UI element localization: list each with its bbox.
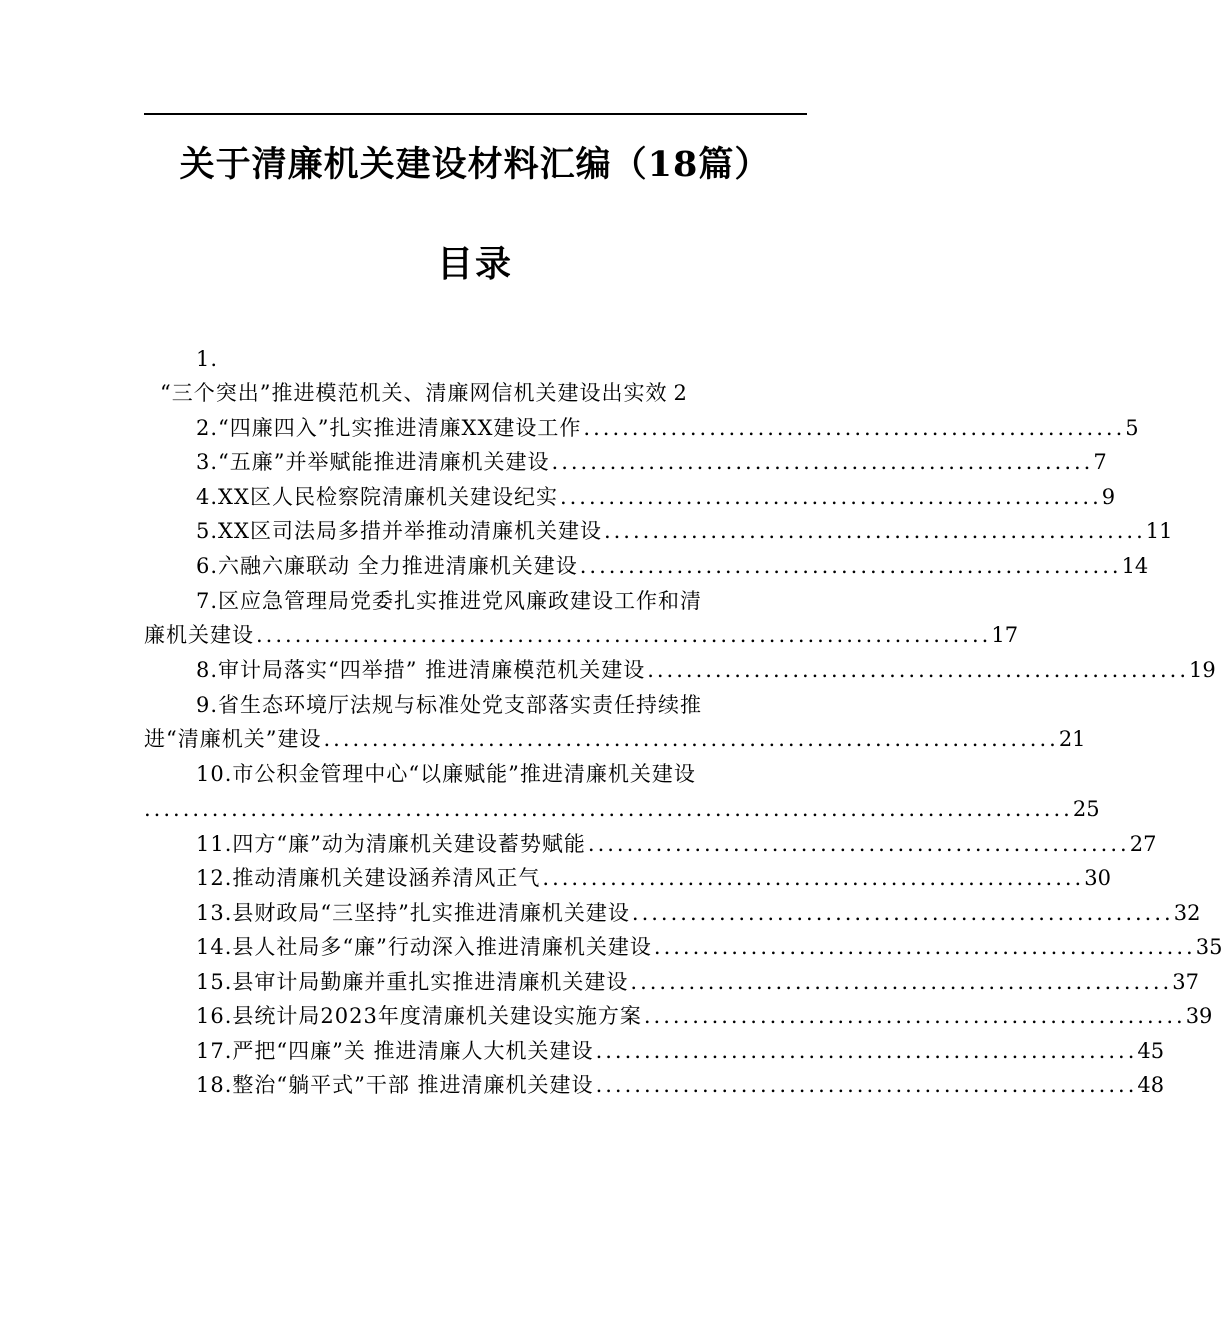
toc-leader-dots: ........................................................: [583, 416, 1126, 440]
toc-entry-page: 17: [991, 623, 1019, 647]
toc-entry-page: 19: [1189, 658, 1216, 682]
toc-leader-dots: ............................................................................: [323, 727, 1059, 751]
toc-entry-5[interactable]: [196, 514, 1173, 548]
toc-entry-10-line2[interactable]: [144, 792, 1100, 826]
toc-entry-title: 整治“躺平式”干部 推进清廉机关建设: [232, 1073, 594, 1097]
toc-leader-dots: ........................................................: [647, 658, 1190, 682]
toc-entry-1[interactable]: [160, 376, 807, 410]
toc-entry-9-line1[interactable]: [196, 688, 702, 722]
toc-entry-11[interactable]: [196, 827, 1157, 861]
toc-entry-number: 12.: [196, 866, 233, 890]
toc-entry-title: 市公积金管理中心“以廉赋能”推进清廉机关建设: [232, 762, 696, 786]
toc-leader-dots: ........................................................: [579, 554, 1122, 578]
toc-leader-dots: ........................................................: [595, 1073, 1138, 1097]
toc-leader-dots: ........................................................: [542, 866, 1085, 890]
toc-leader-dots: ........................................................: [653, 935, 1196, 959]
toc-entry-title-line1: 区应急管理局党委扎实推进党风廉政建设工作和清: [218, 589, 703, 613]
toc-entry-title: 审计局落实“四举措” 推进清廉模范机关建设: [218, 658, 646, 682]
toc-entry-number: 10.: [196, 762, 233, 786]
toc-entry-16[interactable]: [196, 999, 1213, 1033]
toc-entry-page: 9: [1101, 485, 1116, 509]
toc-heading: 目录: [436, 243, 513, 285]
toc-leader-dots: ........................................................: [603, 519, 1146, 543]
toc-entry-number: 5.: [196, 519, 219, 543]
toc-entry-title: “三个突出”推进模范机关、清廉网信机关建设出实效: [160, 381, 668, 405]
toc-entry-17[interactable]: [196, 1034, 1165, 1068]
toc-entry-number: 4.: [196, 485, 219, 509]
toc-entry-title: “四廉四入”扎实推进清廉XX建设工作: [218, 416, 582, 440]
toc-entry-14[interactable]: [196, 930, 1222, 964]
toc-leader-dots: ........................................................: [630, 970, 1173, 994]
toc-entry-12[interactable]: [196, 861, 1111, 895]
toc-leader-dots: ................................................................................................: [144, 797, 1073, 821]
toc-entry-15[interactable]: [196, 965, 1199, 999]
toc-entry-3[interactable]: [196, 445, 1107, 479]
toc-entry-4[interactable]: [196, 480, 1116, 514]
toc-leader-dots: ........................................................: [643, 1004, 1186, 1028]
toc-entry-title: XX区司法局多措并举推动清廉机关建设: [218, 519, 602, 543]
toc-entry-title: 六融六廉联动 全力推进清廉机关建设: [218, 554, 578, 578]
toc-entry-title-line1: 省生态环境厅法规与标准处党支部落实责任持续推: [218, 693, 703, 717]
toc-leader-dots: ........................................................: [559, 485, 1102, 509]
toc-entry-title: XX区人民检察院清廉机关建设纪实: [218, 485, 558, 509]
toc-entry-title: “五廉”并举赋能推进清廉机关建设: [218, 450, 550, 474]
toc-leader-dots: ........................................................: [551, 450, 1094, 474]
toc-entry-7-line2[interactable]: [144, 618, 1019, 652]
toc-leader-dots: ........................................................: [587, 832, 1130, 856]
toc-entry-number: 6.: [196, 554, 219, 578]
toc-entry-number: 11.: [196, 832, 233, 856]
toc-entry-number: 13.: [196, 901, 233, 925]
toc-entry-page: 30: [1084, 866, 1111, 890]
toc-entry-title: 县统计局2023年度清廉机关建设实施方案: [232, 1004, 642, 1028]
toc-entry-number: 14.: [196, 935, 233, 959]
toc-entry-number: 1.: [196, 347, 219, 371]
toc-entry-10-line1[interactable]: [196, 757, 696, 791]
toc-entry-6[interactable]: [196, 549, 1149, 583]
toc-entry-page: 5: [1125, 416, 1139, 440]
toc-entry-1-number-line[interactable]: [196, 342, 218, 376]
toc-entry-page: 45: [1137, 1039, 1165, 1063]
toc-entry-title: 推动清廉机关建设涵养清风正气: [232, 866, 541, 890]
toc-entry-number: 15.: [196, 970, 233, 994]
toc-entry-number: 18.: [196, 1073, 233, 1097]
toc-entry-title: 严把“四廉”关 推进清廉人大机关建设: [232, 1039, 594, 1063]
toc-entry-title-line2: 进“清廉机关”建设: [144, 727, 322, 751]
toc-entry-number: 16.: [196, 1004, 233, 1028]
toc-entry-page: 48: [1137, 1073, 1165, 1097]
toc-entry-13[interactable]: [196, 896, 1201, 930]
toc-entry-number: 2.: [196, 416, 219, 440]
toc-leader-dots: ........................................................: [595, 1039, 1138, 1063]
toc-entry-title: 县审计局勤廉并重扎实推进清廉机关建设: [232, 970, 629, 994]
toc-entry-number: 17.: [196, 1039, 233, 1063]
toc-leader-dots: ........................................................: [631, 901, 1174, 925]
toc-entry-page: 21: [1058, 727, 1086, 751]
toc-entry-page: 14: [1121, 554, 1149, 578]
document-title: 关于清廉机关建设材料汇编（18篇）: [179, 144, 771, 185]
toc-entry-page: 37: [1172, 970, 1199, 994]
toc-entry-18[interactable]: [196, 1068, 1165, 1102]
toc-entry-number: 3.: [196, 450, 219, 474]
toc-entry-8[interactable]: [196, 653, 1216, 687]
toc-entry-title-line2: 廉机关建设: [144, 623, 254, 647]
toc-entry-7-line1[interactable]: [196, 584, 702, 618]
toc-entry-2[interactable]: [196, 411, 1139, 445]
toc-entry-number: 7.: [196, 589, 219, 613]
toc-leader-dots: ............................................................................: [256, 623, 992, 647]
toc-entry-page: 39: [1185, 1004, 1213, 1028]
toc-entry-number: 9.: [196, 693, 219, 717]
toc-entry-title: 县人社局多“廉”行动深入推进清廉机关建设: [232, 935, 652, 959]
toc-entry-page: 11: [1145, 519, 1173, 543]
toc-entry-page: 27: [1129, 832, 1157, 856]
toc-entry-page: 7: [1093, 450, 1107, 474]
toc-entry-number: 8.: [196, 658, 219, 682]
toc-entry-9-line2[interactable]: [144, 722, 1086, 756]
toc-entry-title: 四方“廉”动为清廉机关建设蓄势赋能: [232, 832, 586, 856]
toc-entry-page: 25: [1072, 797, 1100, 821]
toc-entry-title: 县财政局“三坚持”扎实推进清廉机关建设: [232, 901, 630, 925]
toc-entry-page: 35: [1195, 935, 1222, 959]
toc-entry-page: 32: [1173, 901, 1201, 925]
toc-entry-page: 2: [673, 381, 687, 405]
